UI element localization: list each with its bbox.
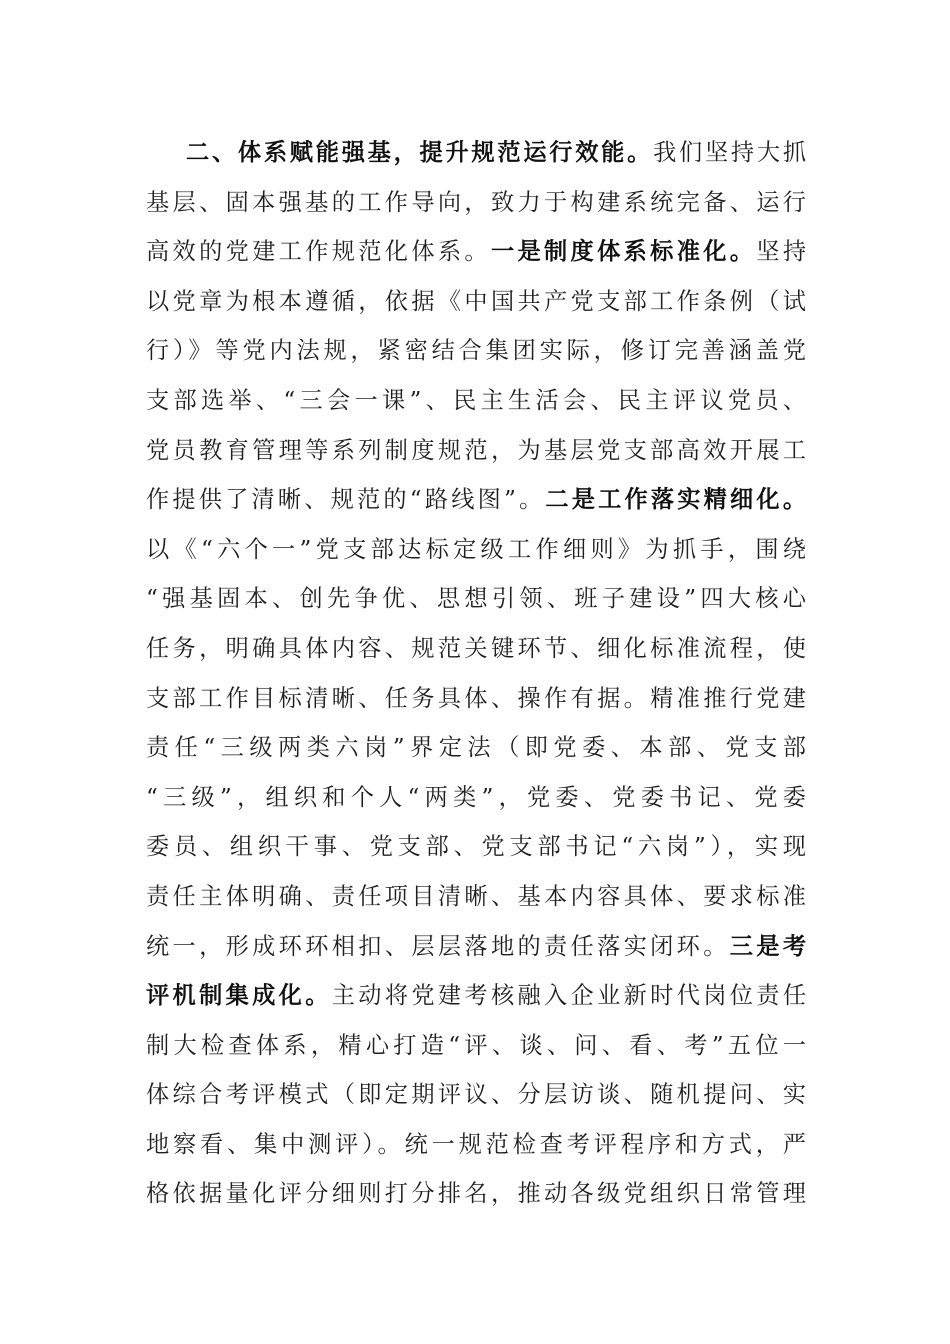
text-line — [146, 128, 806, 178]
text-line — [146, 1021, 806, 1071]
text-line — [146, 674, 806, 724]
text-run: 地察看、集中测评）。统一规范检查考评程序和方式，严 — [146, 1130, 806, 1158]
text-run: 作提供了清晰、规范的“路线图”。 — [146, 486, 546, 514]
text-run: 以《“六个一”党支部达标定级工作细则》为抓手，围绕 — [146, 535, 806, 563]
text-line — [146, 773, 806, 823]
text-run: 责任主体明确、责任项目清晰、基本内容具体、要求标准 — [146, 882, 806, 910]
text-run: 基层、固本强基的工作导向，致力于构建系统完备、运行 — [146, 188, 806, 216]
text-line — [146, 376, 806, 426]
text-run: 高效的党建工作规范化体系。 — [146, 238, 491, 266]
text-run: 任务，明确具体内容、规范关键环节、细化标准流程，使 — [146, 634, 806, 662]
text-run: 党员教育管理等系列制度规范，为基层党支部高效开展工 — [146, 436, 806, 464]
text-run: 支部选举、“三会一课”、民主生活会、民主评议党员、 — [146, 386, 806, 414]
text-line — [146, 872, 806, 922]
text-run: 委员、组织干事、党支部、党支部书记“六岗”），实现 — [146, 833, 806, 861]
text-line — [146, 326, 806, 376]
text-run: 支部工作目标清晰、任务具体、操作有据。精准推行党建 — [146, 684, 806, 712]
text-line — [146, 525, 806, 575]
text-line — [146, 922, 806, 972]
text-run: 我们坚持大抓 — [653, 139, 807, 166]
bold-heading-run: 二是工作落实精细化。 — [545, 486, 807, 514]
text-line — [146, 426, 806, 476]
text-run: “三级”，组织和个人“两类”，党委、党委书记、党委 — [146, 783, 806, 811]
text-line — [146, 1120, 806, 1170]
text-line — [146, 475, 806, 525]
text-run: 制大检查体系，精心打造“评、谈、问、看、考”五位一 — [146, 1031, 806, 1059]
text-line — [146, 822, 806, 872]
bold-heading-run: 评机制集成化。 — [146, 982, 332, 1010]
text-run: 责任“三级两类六岗”界定法（即党委、本部、党支部 — [146, 734, 806, 762]
bold-heading-run: 二、体系赋能强基，提升规范运行效能。 — [186, 139, 654, 166]
text-run: 统一，形成环环相扣、层层落地的责任落实闭环。 — [146, 932, 730, 960]
text-line — [146, 971, 806, 1021]
text-run: 体综合考评模式（即定期评议、分层访谈、随机提问、实 — [146, 1081, 806, 1109]
text-run: 格依据量化评分细则打分排名，推动各级党组织日常管理 — [146, 1180, 806, 1208]
text-line — [146, 624, 806, 674]
document-body — [146, 128, 806, 1219]
text-line — [146, 1169, 806, 1219]
bold-heading-run: 三是考 — [729, 932, 807, 960]
text-line — [146, 723, 806, 773]
text-line — [146, 178, 806, 228]
text-line — [146, 227, 806, 277]
text-line — [146, 277, 806, 327]
text-run: 坚持 — [756, 238, 807, 266]
text-run: 行）》等党内法规，紧密结合集团实际，修订完善涵盖党 — [146, 337, 806, 365]
text-run: 以党章为根本遵循，依据《中国共产党支部工作条例（试 — [146, 287, 806, 315]
text-line — [146, 1070, 806, 1120]
text-run: “强基固本、创先争优、思想引领、班子建设”四大核心 — [146, 585, 806, 613]
bold-heading-run: 一是制度体系标准化。 — [490, 238, 757, 266]
text-run: 主动将党建考核融入企业新时代岗位责任 — [331, 982, 807, 1010]
text-line — [146, 574, 806, 624]
